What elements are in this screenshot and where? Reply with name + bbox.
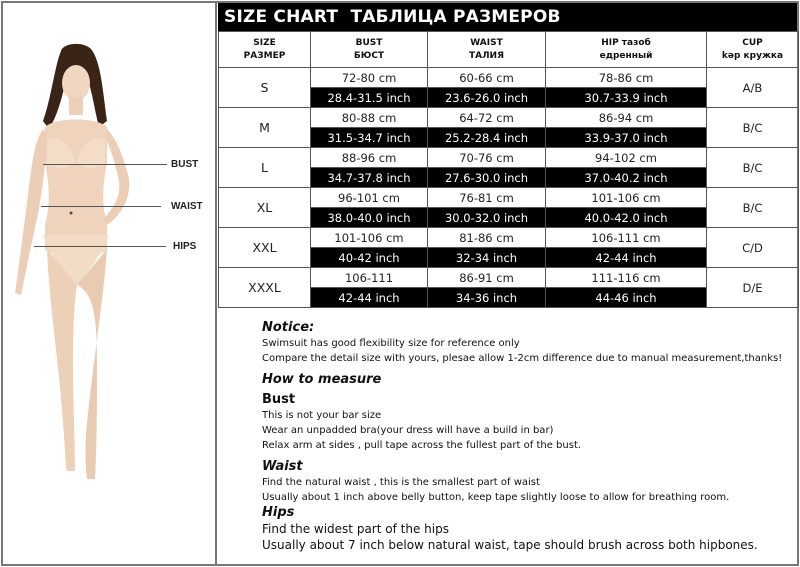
bust-cm: 72-80 cm (311, 68, 428, 88)
size-value: L (219, 148, 311, 188)
table-header-row (219, 32, 799, 68)
size-value: M (219, 108, 311, 148)
cup-value: B/C (707, 108, 799, 148)
bust-label: BUST (171, 159, 199, 170)
waist-line: Usually about 1 inch above belly button, keep tape slightly loose to allow for breathing room. (262, 492, 730, 503)
table-row (219, 108, 799, 128)
notice-line: Compare the detail size with yours, plesae allow 1-2cm difference due to manual measurement,thanks! (262, 353, 783, 364)
table-row (219, 148, 799, 168)
size-value: XXL (219, 228, 311, 268)
size-chart-table (218, 31, 799, 308)
size-value: XXXL (219, 268, 311, 308)
hip-inch: 30.7-33.9 inch (546, 88, 707, 108)
hips-line: Find the widest part of the hips (262, 522, 449, 536)
waist-guide-line (41, 206, 161, 207)
waist-label: WAIST (171, 201, 203, 212)
waist-inch: 32-34 inch (428, 248, 546, 268)
hip-cm: 111-116 cm (546, 268, 707, 288)
bust-cm: 80-88 cm (311, 108, 428, 128)
waist-heading: Waist (262, 459, 303, 474)
waist-cm: 70-76 cm (428, 148, 546, 168)
hip-inch: 37.0-40.2 inch (546, 168, 707, 188)
waist-cm: 64-72 cm (428, 108, 546, 128)
bust-inch: 28.4-31.5 inch (311, 88, 428, 108)
bust-heading: Bust (262, 392, 296, 407)
hip-inch: 44-46 inch (546, 288, 707, 308)
waist-cm: 81-86 cm (428, 228, 546, 248)
bust-guide-line (43, 164, 167, 165)
how-to-measure-heading: How to measure (262, 372, 382, 387)
cup-value: B/C (707, 188, 799, 228)
bust-inch: 42-44 inch (311, 288, 428, 308)
waist-cm: 60-66 cm (428, 68, 546, 88)
cup-value: A/B (707, 68, 799, 108)
notice-heading: Notice: (262, 320, 315, 335)
hip-cm: 106-111 cm (546, 228, 707, 248)
hip-cm: 94-102 cm (546, 148, 707, 168)
table-row (219, 228, 799, 248)
hip-inch: 42-44 inch (546, 248, 707, 268)
bust-line: Relax arm at sides , pull tape across the fullest part of the bust. (262, 440, 582, 451)
cup-value: D/E (707, 268, 799, 308)
header-waist: WAIST ТАЛИЯ (428, 32, 546, 68)
hips-line: Usually about 7 inch below natural waist, tape should brush across both hipbones. (262, 538, 758, 552)
bust-cm: 101-106 cm (311, 228, 428, 248)
notice-line: Swimsuit has good flexibility size for reference only (262, 338, 520, 349)
bust-inch: 40-42 inch (311, 248, 428, 268)
bust-inch: 31.5-34.7 inch (311, 128, 428, 148)
page-title: SIZE CHART ТАБЛИЦА РАЗМЕРОВ (218, 3, 797, 31)
model-figure-image (3, 3, 217, 564)
header-bust: BUST БЮСТ (311, 32, 428, 68)
hips-heading: Hips (262, 505, 295, 520)
waist-inch: 25.2-28.4 inch (428, 128, 546, 148)
waist-inch: 30.0-32.0 inch (428, 208, 546, 228)
cup-value: C/D (707, 228, 799, 268)
hip-inch: 40.0-42.0 inch (546, 208, 707, 228)
table-row (219, 268, 799, 288)
bust-cm: 106-111 (311, 268, 428, 288)
bust-line: Wear an unpadded bra(your dress will have a build in bar) (262, 425, 554, 436)
bust-inch: 38.0-40.0 inch (311, 208, 428, 228)
waist-cm: 76-81 cm (428, 188, 546, 208)
header-size: SIZE РАЗМЕР (219, 32, 311, 68)
hip-cm: 101-106 cm (546, 188, 707, 208)
table-row (219, 68, 799, 88)
bust-line: This is not your bar size (262, 410, 382, 421)
waist-line: Find the natural waist , this is the smallest part of waist (262, 477, 540, 488)
size-value: XL (219, 188, 311, 228)
hip-cm: 86-94 cm (546, 108, 707, 128)
size-value: S (219, 68, 311, 108)
waist-inch: 27.6-30.0 inch (428, 168, 546, 188)
bust-cm: 96-101 cm (311, 188, 428, 208)
bust-cm: 88-96 cm (311, 148, 428, 168)
model-panel (3, 3, 217, 564)
hip-inch: 33.9-37.0 inch (546, 128, 707, 148)
hips-guide-line (34, 246, 166, 247)
header-cup: CUP kəp кружка (707, 32, 799, 68)
header-hip: HIP тазоб едренный (546, 32, 707, 68)
waist-inch: 23.6-26.0 inch (428, 88, 546, 108)
waist-cm: 86-91 cm (428, 268, 546, 288)
notes-section (262, 320, 798, 553)
hips-label: HIPS (173, 241, 197, 252)
cup-value: B/C (707, 148, 799, 188)
bust-inch: 34.7-37.8 inch (311, 168, 428, 188)
table-row (219, 188, 799, 208)
hip-cm: 78-86 cm (546, 68, 707, 88)
waist-inch: 34-36 inch (428, 288, 546, 308)
